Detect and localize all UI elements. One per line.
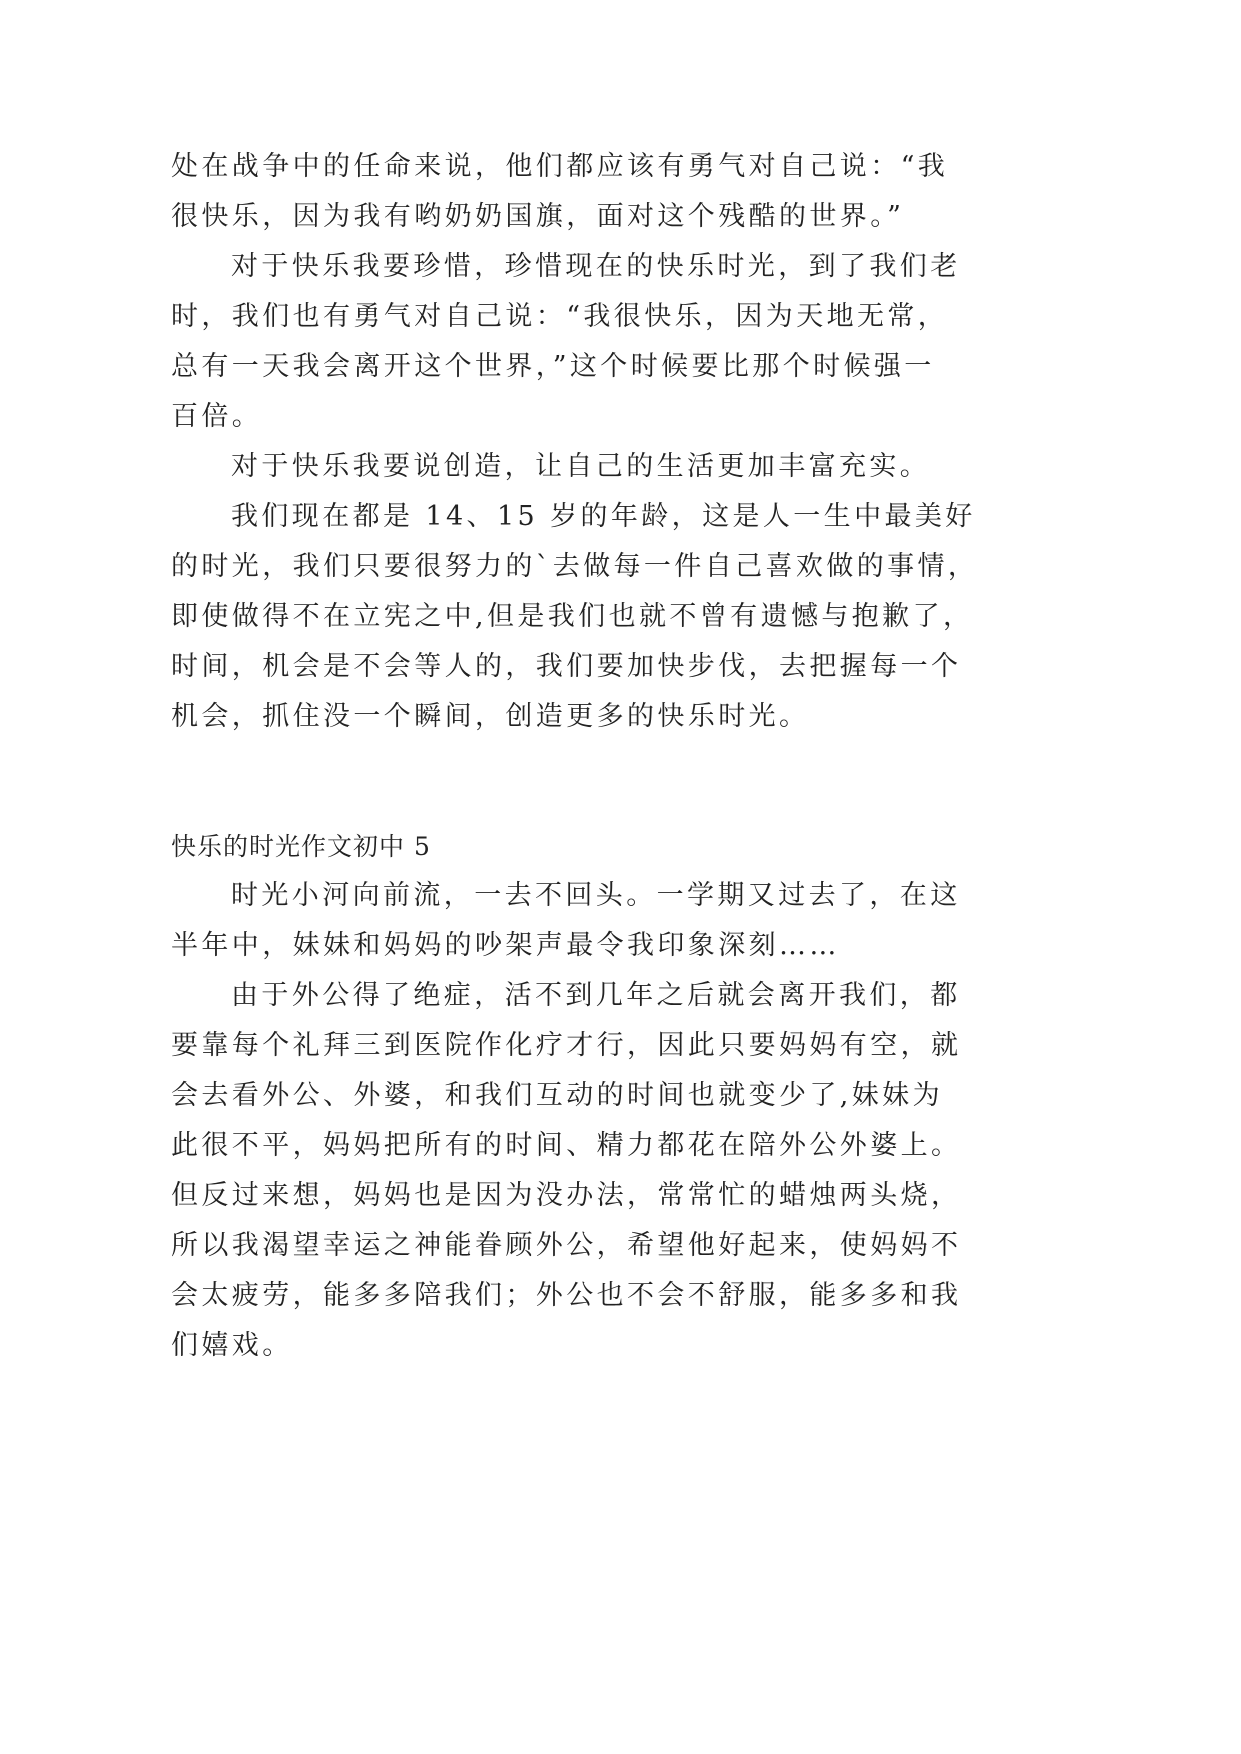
paragraph-line: 处在战争中的任命来说，他们都应该有勇气对自己说：“我 [171,151,949,182]
paragraph-line: 们嬉戏。 [171,1330,293,1361]
paragraph-line: 我们现在都是 14、15 岁的年龄，这是人一生中最美好 [231,501,976,532]
paragraph-line: 即使做得不在立宪之中,但是我们也就不曾有遗憾与抱歉了， [171,601,974,632]
paragraph-line: 时间，机会是不会等人的，我们要加快步伐，去把握每一个 [171,651,962,682]
paragraph-line: 的时光，我们只要很努力的`去做每一件自己喜欢做的事情， [171,551,979,582]
paragraph-line: 会太疲劳，能多多陪我们；外公也不会不舒服，能多多和我 [171,1280,962,1311]
paragraph-line: 所以我渴望幸运之神能眷顾外公，希望他好起来，使妈妈不 [171,1230,962,1261]
paragraph-line: 机会，抓住没一个瞬间，创造更多的快乐时光。 [171,701,810,732]
paragraph-line: 要靠每个礼拜三到医院作化疗才行，因此只要妈妈有空，就 [171,1030,962,1061]
paragraph-line: 由于外公得了绝症，活不到几年之后就会离开我们，都 [231,980,961,1011]
paragraph-line: 总有一天我会离开这个世界，”这个时候要比那个时候强一 [171,351,935,382]
paragraph-line: 时光小河向前流，一去不回头。一学期又过去了，在这 [231,880,961,911]
paragraph-line: 但反过来想，妈妈也是因为没办法，常常忙的蜡烛两头烧， [171,1180,962,1211]
paragraph-line: 会去看外公、外婆，和我们互动的时间也就变少了,妹妹为 [171,1080,943,1111]
paragraph-line: 此很不平，妈妈把所有的时间、精力都花在陪外公外婆上。 [171,1130,962,1161]
paragraph-line: 百倍。 [171,401,263,432]
paragraph-line: 半年中，妹妹和妈妈的吵架声最令我印象深刻…… [171,930,840,961]
paragraph-line: 对于快乐我要说创造，让自己的生活更加丰富充实。 [231,451,931,482]
paragraph-line: 很快乐，因为我有哟奶奶国旗，面对这个残酷的世界。” [171,201,905,232]
section-heading: 快乐的时光作文初中 5 [171,832,431,861]
paragraph-line: 时，我们也有勇气对自己说：“我很快乐，因为天地无常， [171,301,949,332]
essay-section-a [171,142,979,742]
paragraph-line: 对于快乐我要珍惜，珍惜现在的快乐时光，到了我们老 [231,251,961,282]
essay-section-b [171,871,971,1371]
